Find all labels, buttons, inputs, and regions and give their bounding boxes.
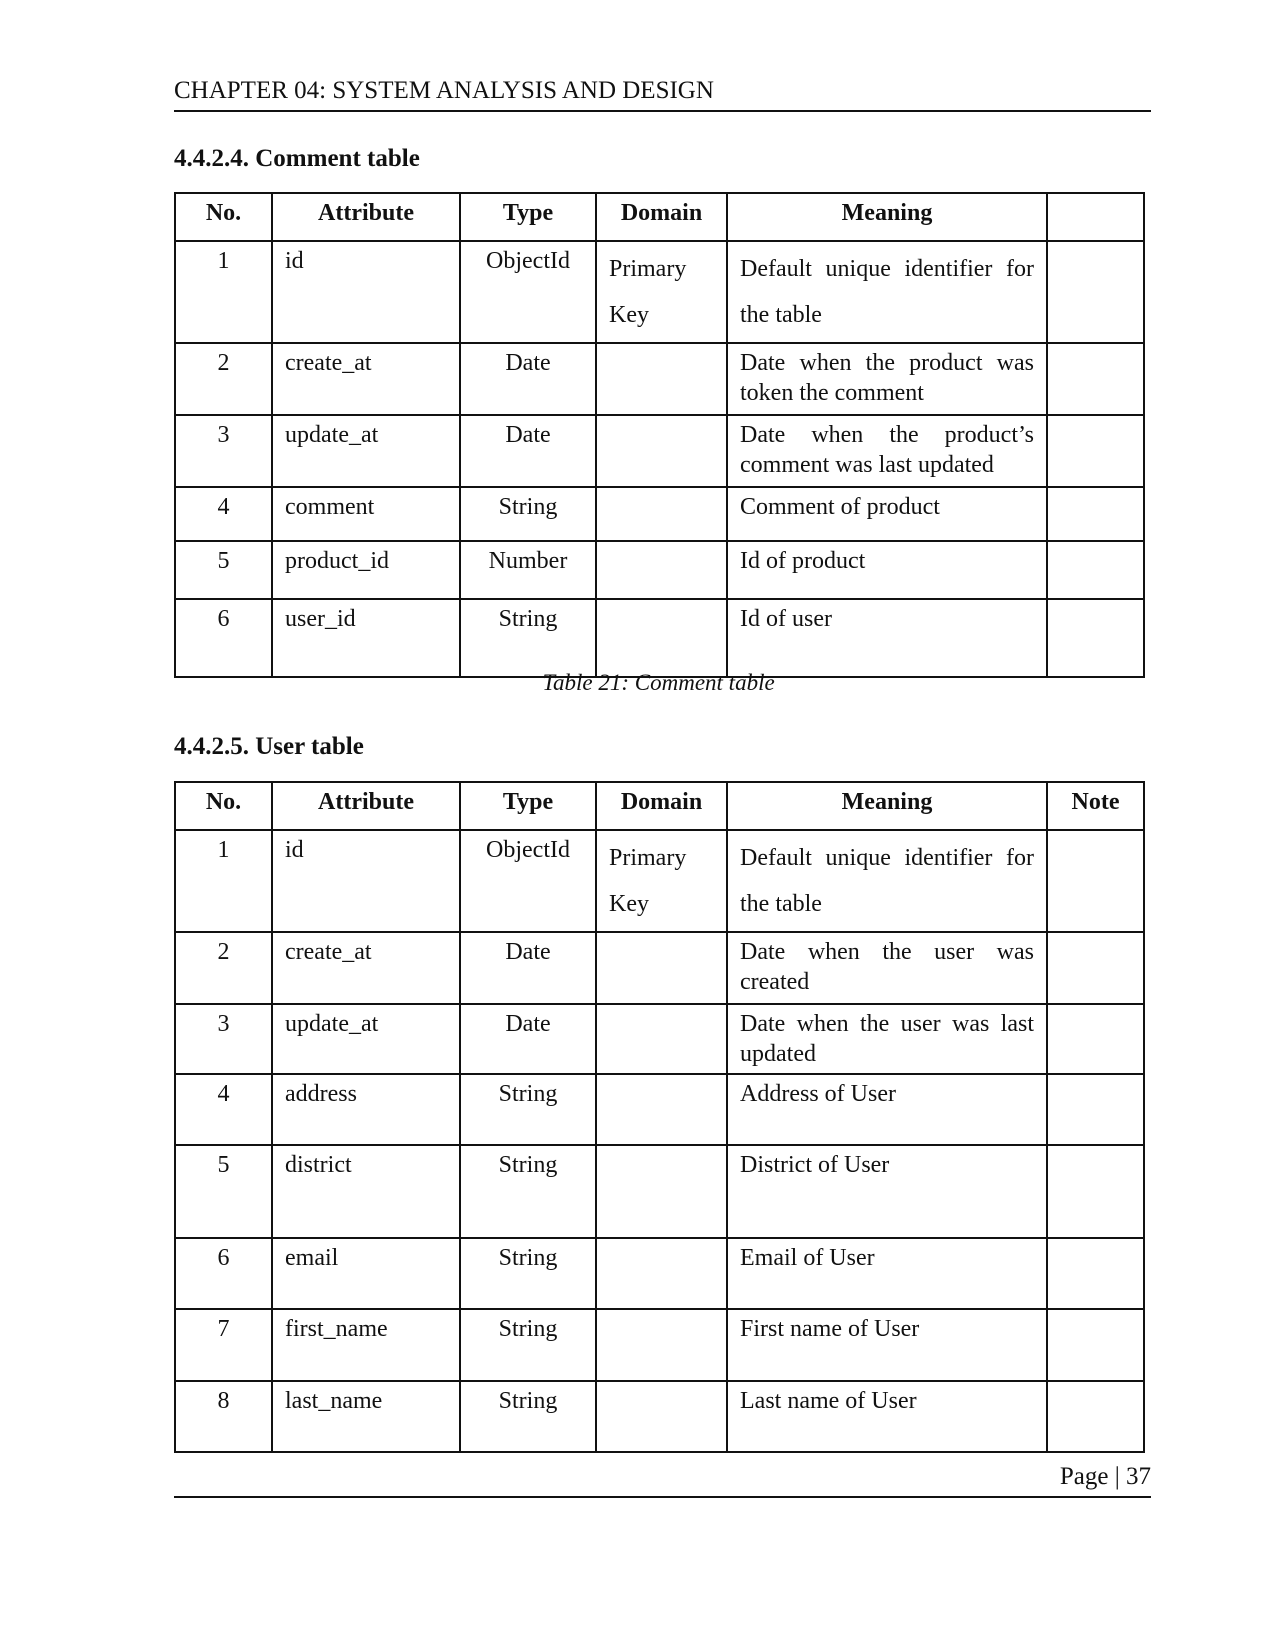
- cell-type: Date: [460, 932, 596, 1004]
- cell-meaning: Date when the user was last updated: [727, 1004, 1047, 1074]
- cell-type: Date: [460, 343, 596, 415]
- cell-domain: [596, 1145, 727, 1238]
- cell-attribute: last_name: [272, 1381, 460, 1452]
- cell-meaning: Date when the product was token the comment: [727, 343, 1047, 415]
- column-header-attribute: Attribute: [272, 193, 460, 241]
- table-row: [175, 415, 1144, 487]
- cell-meaning: Date when the product’s comment was last updated: [727, 415, 1047, 487]
- cell-note: [1047, 1074, 1144, 1145]
- column-header-type: Type: [460, 193, 596, 241]
- table-row: [175, 932, 1144, 1004]
- column-header-type: Type: [460, 782, 596, 830]
- table-row: [175, 1238, 1144, 1309]
- cell-no: 5: [175, 1145, 272, 1238]
- cell-meaning: First name of User: [727, 1309, 1047, 1381]
- comment-table-title: 4.4.2.4. Comment table: [174, 145, 420, 172]
- table-row: [175, 541, 1144, 599]
- cell-no: 4: [175, 1074, 272, 1145]
- table-row: [175, 1004, 1144, 1074]
- cell-attribute: first_name: [272, 1309, 460, 1381]
- cell-note: [1047, 1145, 1144, 1238]
- cell-no: 7: [175, 1309, 272, 1381]
- cell-domain: [596, 1004, 727, 1074]
- cell-note: [1047, 1381, 1144, 1452]
- column-header-no: No.: [175, 193, 272, 241]
- cell-type: ObjectId: [460, 830, 596, 932]
- cell-meaning: Last name of User: [727, 1381, 1047, 1452]
- cell-no: 1: [175, 830, 272, 932]
- cell-no: 1: [175, 241, 272, 343]
- cell-no: 6: [175, 599, 272, 677]
- cell-attribute: update_at: [272, 415, 460, 487]
- cell-meaning: Address of User: [727, 1074, 1047, 1145]
- cell-no: 5: [175, 541, 272, 599]
- cell-domain: [596, 1381, 727, 1452]
- user-table: [174, 781, 1145, 1453]
- cell-meaning: Id of product: [727, 541, 1047, 599]
- cell-type: Number: [460, 541, 596, 599]
- cell-meaning: Default unique identifier for the table: [727, 241, 1047, 343]
- column-header-note: Note: [1047, 782, 1144, 830]
- cell-attribute: product_id: [272, 541, 460, 599]
- table-row: [175, 1074, 1144, 1145]
- table-header-row: [175, 782, 1144, 830]
- comment-table: [174, 192, 1145, 678]
- column-header-no: No.: [175, 782, 272, 830]
- cell-attribute: email: [272, 1238, 460, 1309]
- cell-domain: [596, 1309, 727, 1381]
- cell-no: 6: [175, 1238, 272, 1309]
- cell-no: 8: [175, 1381, 272, 1452]
- cell-attribute: address: [272, 1074, 460, 1145]
- cell-type: String: [460, 487, 596, 541]
- column-header-meaning: Meaning: [727, 782, 1047, 830]
- table-row: [175, 1381, 1144, 1452]
- column-header-attribute: Attribute: [272, 782, 460, 830]
- cell-attribute: id: [272, 830, 460, 932]
- cell-attribute: district: [272, 1145, 460, 1238]
- table-row: [175, 241, 1144, 343]
- table-row: [175, 830, 1144, 932]
- cell-note: [1047, 1004, 1144, 1074]
- cell-type: String: [460, 1074, 596, 1145]
- cell-type: Date: [460, 1004, 596, 1074]
- cell-meaning: Default unique identifier for the table: [727, 830, 1047, 932]
- table-row: [175, 1309, 1144, 1381]
- column-header-note: [1047, 193, 1144, 241]
- cell-meaning: District of User: [727, 1145, 1047, 1238]
- cell-attribute: update_at: [272, 1004, 460, 1074]
- cell-type: Date: [460, 415, 596, 487]
- cell-domain: [596, 343, 727, 415]
- cell-domain: [596, 932, 727, 1004]
- cell-no: 2: [175, 343, 272, 415]
- cell-domain: Primary Key: [596, 241, 727, 343]
- table-caption: Table 21: Comment table: [542, 670, 775, 695]
- cell-no: 3: [175, 415, 272, 487]
- table-row: [175, 599, 1144, 677]
- cell-attribute: comment: [272, 487, 460, 541]
- cell-domain: [596, 541, 727, 599]
- chapter-header: CHAPTER 04: SYSTEM ANALYSIS AND DESIGN: [174, 74, 1151, 112]
- page-number: Page | 37: [174, 1460, 1151, 1498]
- cell-note: [1047, 487, 1144, 541]
- cell-type: String: [460, 1381, 596, 1452]
- cell-note: [1047, 541, 1144, 599]
- cell-domain: [596, 1238, 727, 1309]
- cell-meaning: Email of User: [727, 1238, 1047, 1309]
- table-row: [175, 343, 1144, 415]
- cell-no: 3: [175, 1004, 272, 1074]
- cell-domain: [596, 487, 727, 541]
- cell-attribute: create_at: [272, 932, 460, 1004]
- cell-domain: [596, 599, 727, 677]
- cell-note: [1047, 415, 1144, 487]
- cell-note: [1047, 241, 1144, 343]
- table-row: [175, 1145, 1144, 1238]
- cell-domain: [596, 415, 727, 487]
- cell-attribute: id: [272, 241, 460, 343]
- column-header-domain: Domain: [596, 782, 727, 830]
- cell-domain: Primary Key: [596, 830, 727, 932]
- cell-note: [1047, 932, 1144, 1004]
- cell-note: [1047, 1309, 1144, 1381]
- cell-meaning: Date when the user was created: [727, 932, 1047, 1004]
- cell-no: 2: [175, 932, 272, 1004]
- cell-type: String: [460, 599, 596, 677]
- cell-domain: [596, 1074, 727, 1145]
- cell-note: [1047, 343, 1144, 415]
- cell-note: [1047, 1238, 1144, 1309]
- cell-no: 4: [175, 487, 272, 541]
- cell-attribute: user_id: [272, 599, 460, 677]
- cell-note: [1047, 830, 1144, 932]
- cell-attribute: create_at: [272, 343, 460, 415]
- table-header-row: [175, 193, 1144, 241]
- cell-type: String: [460, 1238, 596, 1309]
- cell-type: String: [460, 1309, 596, 1381]
- column-header-meaning: Meaning: [727, 193, 1047, 241]
- cell-meaning: Id of user: [727, 599, 1047, 677]
- cell-type: ObjectId: [460, 241, 596, 343]
- user-table-title: 4.4.2.5. User table: [174, 733, 364, 760]
- cell-note: [1047, 599, 1144, 677]
- table-row: [175, 487, 1144, 541]
- column-header-domain: Domain: [596, 193, 727, 241]
- cell-meaning: Comment of product: [727, 487, 1047, 541]
- cell-type: String: [460, 1145, 596, 1238]
